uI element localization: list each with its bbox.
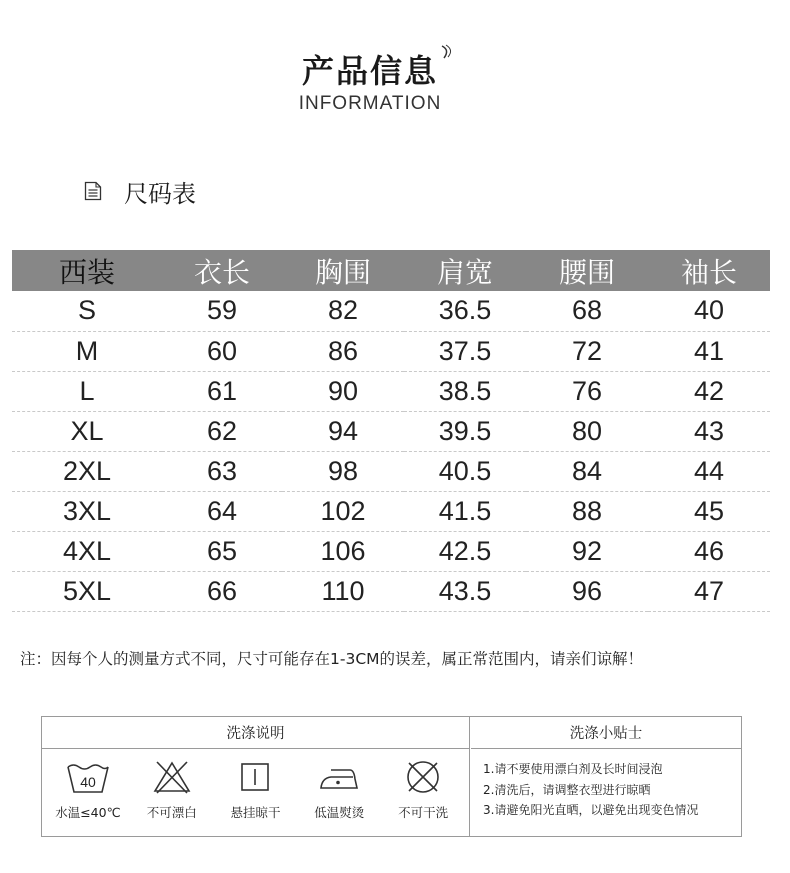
care-label: 不可漂白: [146, 805, 197, 820]
document-icon: [84, 181, 102, 201]
measurement-cell: 60: [162, 331, 282, 371]
measurement-cell: 43.5: [404, 571, 526, 611]
column-header: 西装: [12, 250, 162, 291]
size-cell: M: [12, 331, 162, 371]
measurement-cell: 96: [526, 571, 648, 611]
measurement-cell: 41.5: [404, 491, 526, 531]
table-row: [12, 451, 770, 491]
measurement-cell: 65: [162, 531, 282, 571]
measurement-cell: 38.5: [404, 371, 526, 411]
measurement-cell: 80: [526, 411, 648, 451]
page-subtitle: INFORMATION: [298, 93, 442, 114]
tips-list: [471, 749, 741, 821]
measurement-cell: 45: [648, 491, 770, 531]
section-title: 尺码表: [124, 179, 196, 208]
size-cell: L: [12, 371, 162, 411]
washing-instructions: [42, 717, 470, 836]
measurement-cell: 39.5: [404, 411, 526, 451]
measurement-cell: 110: [282, 571, 404, 611]
column-header: 袖长: [648, 250, 770, 291]
measurement-cell: 84: [526, 451, 648, 491]
washing-tips: [471, 717, 741, 836]
care-item: [381, 759, 465, 821]
measurement-cell: 66: [162, 571, 282, 611]
column-header: 腰围: [526, 250, 648, 291]
measurement-cell: 82: [282, 291, 404, 331]
measurement-cell: 98: [282, 451, 404, 491]
measurement-cell: 94: [282, 411, 404, 451]
table-row: [12, 371, 770, 411]
table-row: [12, 491, 770, 531]
care-label: 水温≤40℃: [55, 805, 121, 820]
size-cell: 4XL: [12, 531, 162, 571]
measurement-cell: 36.5: [404, 291, 526, 331]
size-cell: XL: [12, 411, 162, 451]
measurement-cell: 102: [282, 491, 404, 531]
size-cell: 3XL: [12, 491, 162, 531]
table-row: [12, 411, 770, 451]
measurement-cell: 40.5: [404, 451, 526, 491]
tip-item: 3.请避免阳光直晒，以避免出现变色情况: [483, 803, 699, 817]
column-header: 衣长: [162, 250, 282, 291]
care-item: [214, 759, 298, 821]
decorative-arc-icon: [440, 44, 454, 60]
measurement-cell: 88: [526, 491, 648, 531]
no-bleach-icon: [152, 759, 192, 795]
care-item: [130, 759, 214, 821]
size-cell: 2XL: [12, 451, 162, 491]
measurement-cell: 64: [162, 491, 282, 531]
measurement-cell: 62: [162, 411, 282, 451]
measurement-cell: 106: [282, 531, 404, 571]
measurement-cell: 41: [648, 331, 770, 371]
tip-item: 1.请不要使用漂白剂及长时间浸泡: [483, 762, 663, 776]
tip-item: 2.清洗后，请调整衣型进行晾晒: [483, 782, 651, 797]
measurement-cell: 86: [282, 331, 404, 371]
care-icons-row: [42, 749, 469, 821]
care-label: 不可干洗: [398, 805, 449, 820]
washing-instructions-title: 洗涤说明: [42, 717, 469, 749]
wash-temperature: 40: [80, 774, 96, 790]
column-header: 胸围: [282, 250, 404, 291]
column-header: 肩宽: [404, 250, 526, 291]
care-label: 低温熨烫: [314, 805, 365, 820]
table-row: [12, 571, 770, 611]
hang-dry-icon: [238, 759, 272, 795]
wash-40-icon: [65, 759, 111, 795]
section-header: [84, 174, 196, 208]
measurement-cell: 72: [526, 331, 648, 371]
size-cell: S: [12, 291, 162, 331]
table-header-row: [12, 250, 770, 291]
table-row: [12, 291, 770, 331]
measurement-cell: 46: [648, 531, 770, 571]
care-item: [46, 759, 130, 821]
measurement-cell: 90: [282, 371, 404, 411]
measurement-cell: 40: [648, 291, 770, 331]
low-iron-icon: [317, 759, 361, 795]
page-title: 产品信息: [301, 52, 438, 90]
care-label: 悬挂晾干: [230, 805, 281, 820]
size-cell: 5XL: [12, 571, 162, 611]
care-item: [297, 759, 381, 821]
measurement-cell: 42.5: [404, 531, 526, 571]
measurement-cell: 42: [648, 371, 770, 411]
care-panel: [41, 716, 742, 837]
measurement-cell: 68: [526, 291, 648, 331]
measurement-cell: 61: [162, 371, 282, 411]
measurement-cell: 44: [648, 451, 770, 491]
size-table: [12, 250, 770, 612]
measurement-cell: 47: [648, 571, 770, 611]
measurement-cell: 92: [526, 531, 648, 571]
table-row: [12, 531, 770, 571]
measurement-cell: 43: [648, 411, 770, 451]
measurement-cell: 76: [526, 371, 648, 411]
table-row: [12, 331, 770, 371]
no-dry-clean-icon: [403, 759, 443, 795]
measurement-cell: 37.5: [404, 331, 526, 371]
measurement-cell: 59: [162, 291, 282, 331]
washing-tips-title: 洗涤小贴士: [471, 717, 741, 749]
measurement-cell: 63: [162, 451, 282, 491]
measurement-note: 注：因每个人的测量方式不同，尺寸可能存在1-3CM的误差，属正常范围内，请亲们谅解！: [20, 650, 644, 668]
